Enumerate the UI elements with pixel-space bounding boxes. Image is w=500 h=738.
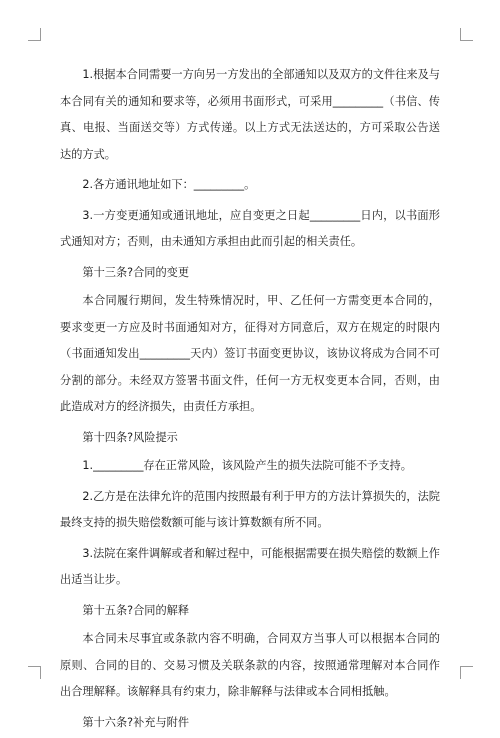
crop-mark-bottom-left [28, 666, 41, 679]
paragraph-risk-3: 3.法院在案件调解或者和解过程中，可能根据需要在损失赔偿的数额上作出适当让步。 [60, 546, 440, 586]
paragraph-notice-method: 1.根据本合同需要一方向另一方发出的全部通知以及双方的文件往来及与本合同有关的通知和要求等，必须用书面形式，可采用_________（书信、传真、电报、当面送交等）方式传递。以上方式无法送达的，方可采取公告送达的方式。 [60, 68, 440, 161]
paragraph-risk-2: 2.乙方是在法律允许的范围内按照最有利于甲方的方法计算损失的，法院最终支持的损失赔偿数额可能与该计算数额有所不同。 [60, 489, 440, 529]
paragraph-address-change: 3.一方变更通知或通讯地址，应自变更之日起_________日内，以书面形式通知对方；否则，由未通知方承担由此而引起的相关责任。 [60, 208, 440, 248]
crop-mark-bottom-right [460, 666, 473, 679]
heading-article-14: 第十四条?风险提示 [82, 430, 178, 444]
paragraph-risk-1: 1._________存在正常风险，该风险产生的损失法院可能不予支持。 [82, 459, 412, 472]
heading-article-13: 第十三条?合同的变更 [82, 265, 190, 279]
paragraph-address: 2.各方通讯地址如下：_________。 [82, 178, 256, 191]
document-body [60, 62, 440, 738]
heading-article-16: 第十六条?补充与附件 [82, 715, 190, 729]
heading-article-15: 第十五条?合同的解释 [82, 603, 190, 617]
crop-mark-top-left [28, 28, 41, 41]
crop-mark-top-right [460, 28, 473, 41]
paragraph-interpretation: 本合同未尽事宜或条款内容不明确，合同双方当事人可以根据本合同的原则、合同的目的、交易习惯及关联条款的内容，按照通常理解对本合同作出合理解释。该解释具有约束力，除非解释与法律或本合同相抵触。 [60, 632, 440, 698]
paragraph-contract-change: 本合同履行期间，发生特殊情况时，甲、乙任何一方需变更本合同的，要求变更一方应及时书面通知对方，征得对方同意后，双方在规定的时限内（书面通知发出_________天内）签订书面变更协议，该协议将成为合同不可分割的部分。未经双方签署书面文件，任何一方无权变更本合同，否则，由此造成对方的经济损失，由责任方承担。 [60, 294, 440, 413]
